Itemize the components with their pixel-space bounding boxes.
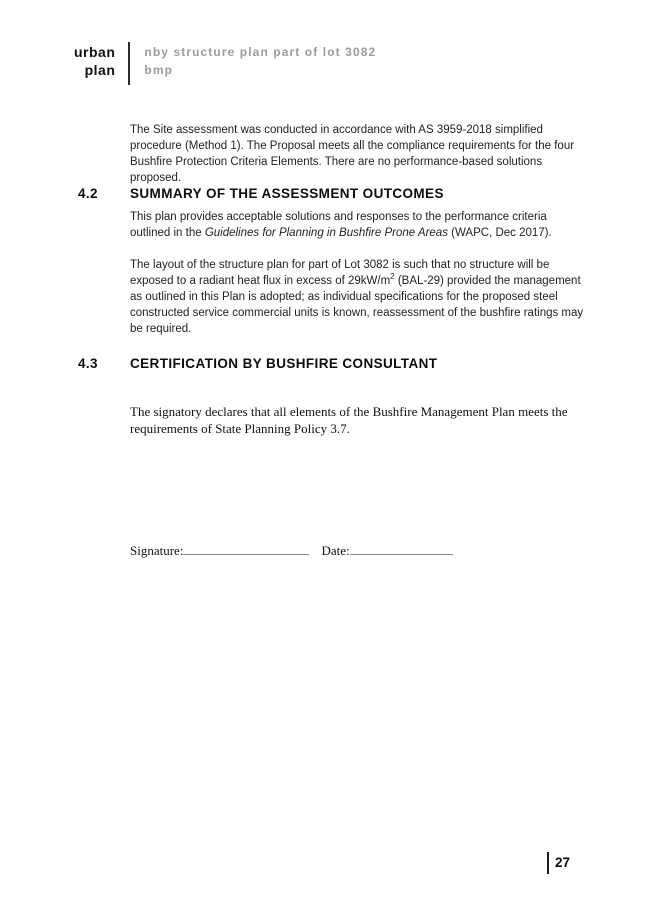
- criteria-text-start: This plan provides acceptable solutions and responses to the performance criteria outlined in the: [130, 211, 547, 239]
- guidelines-reference-italic: Guidelines for Planning in Bushfire Prone Areas: [204, 227, 448, 239]
- signature-row: [130, 542, 453, 559]
- criteria-text-end: (WAPC, Dec 2017).: [447, 227, 552, 239]
- section-4-2-number: 4.2: [78, 186, 98, 201]
- signature-line: [183, 542, 309, 555]
- signature-label: Signature:: [130, 543, 184, 558]
- document-title: [144, 42, 376, 85]
- section-4-2-title: SUMMARY OF THE ASSESSMENT OUTCOMES: [130, 186, 444, 201]
- declaration-paragraph: The signatory declares that all elements of the Bushfire Management Plan meets the requirements of State Planning Policy 3.7.: [130, 404, 568, 436]
- page-number: 27: [555, 855, 571, 870]
- document-title-line-2: bmp: [144, 62, 174, 77]
- layout-paragraph: [130, 257, 588, 337]
- section-4-3-heading: [78, 356, 598, 371]
- logo-line-1: urban: [74, 44, 116, 60]
- page-header: [74, 42, 376, 85]
- section-4-3-title: CERTIFICATION BY BUSHFIRE CONSULTANT: [130, 356, 438, 371]
- document-title-line-1: nby structure plan part of lot 3082: [144, 45, 377, 59]
- superscript-2: 2: [390, 272, 395, 282]
- section-4-2-heading: [78, 186, 598, 201]
- logo-line-2: plan: [84, 61, 116, 78]
- date-line: [350, 542, 453, 555]
- section-4-3-number: 4.3: [78, 356, 98, 371]
- layout-text-end: (BAL-29) provided the management as outlined in this Plan is adopted; as individual specifications for the proposed steel constructed service commercial units is known, reassessment of the bushfire ratings may be required.: [130, 275, 584, 335]
- urban-plan-logo: [74, 42, 115, 85]
- logo-divider-bar: [128, 42, 130, 85]
- intro-paragraph: The Site assessment was conducted in accordance with AS 3959-2018 simplified procedure (Method 1). The Proposal meets all the compliance requirements for the four Bushfire Protection Criteria Elements. There are no performance-based solutions proposed.: [130, 124, 575, 184]
- criteria-paragraph: [130, 209, 588, 241]
- page-footer: [547, 852, 570, 874]
- date-label: Date:: [321, 543, 350, 558]
- layout-text-start: The layout of the structure plan for part of Lot 3082 is such that no structure will be exposed to a radiant heat flux in excess of 29kW/m: [130, 259, 550, 287]
